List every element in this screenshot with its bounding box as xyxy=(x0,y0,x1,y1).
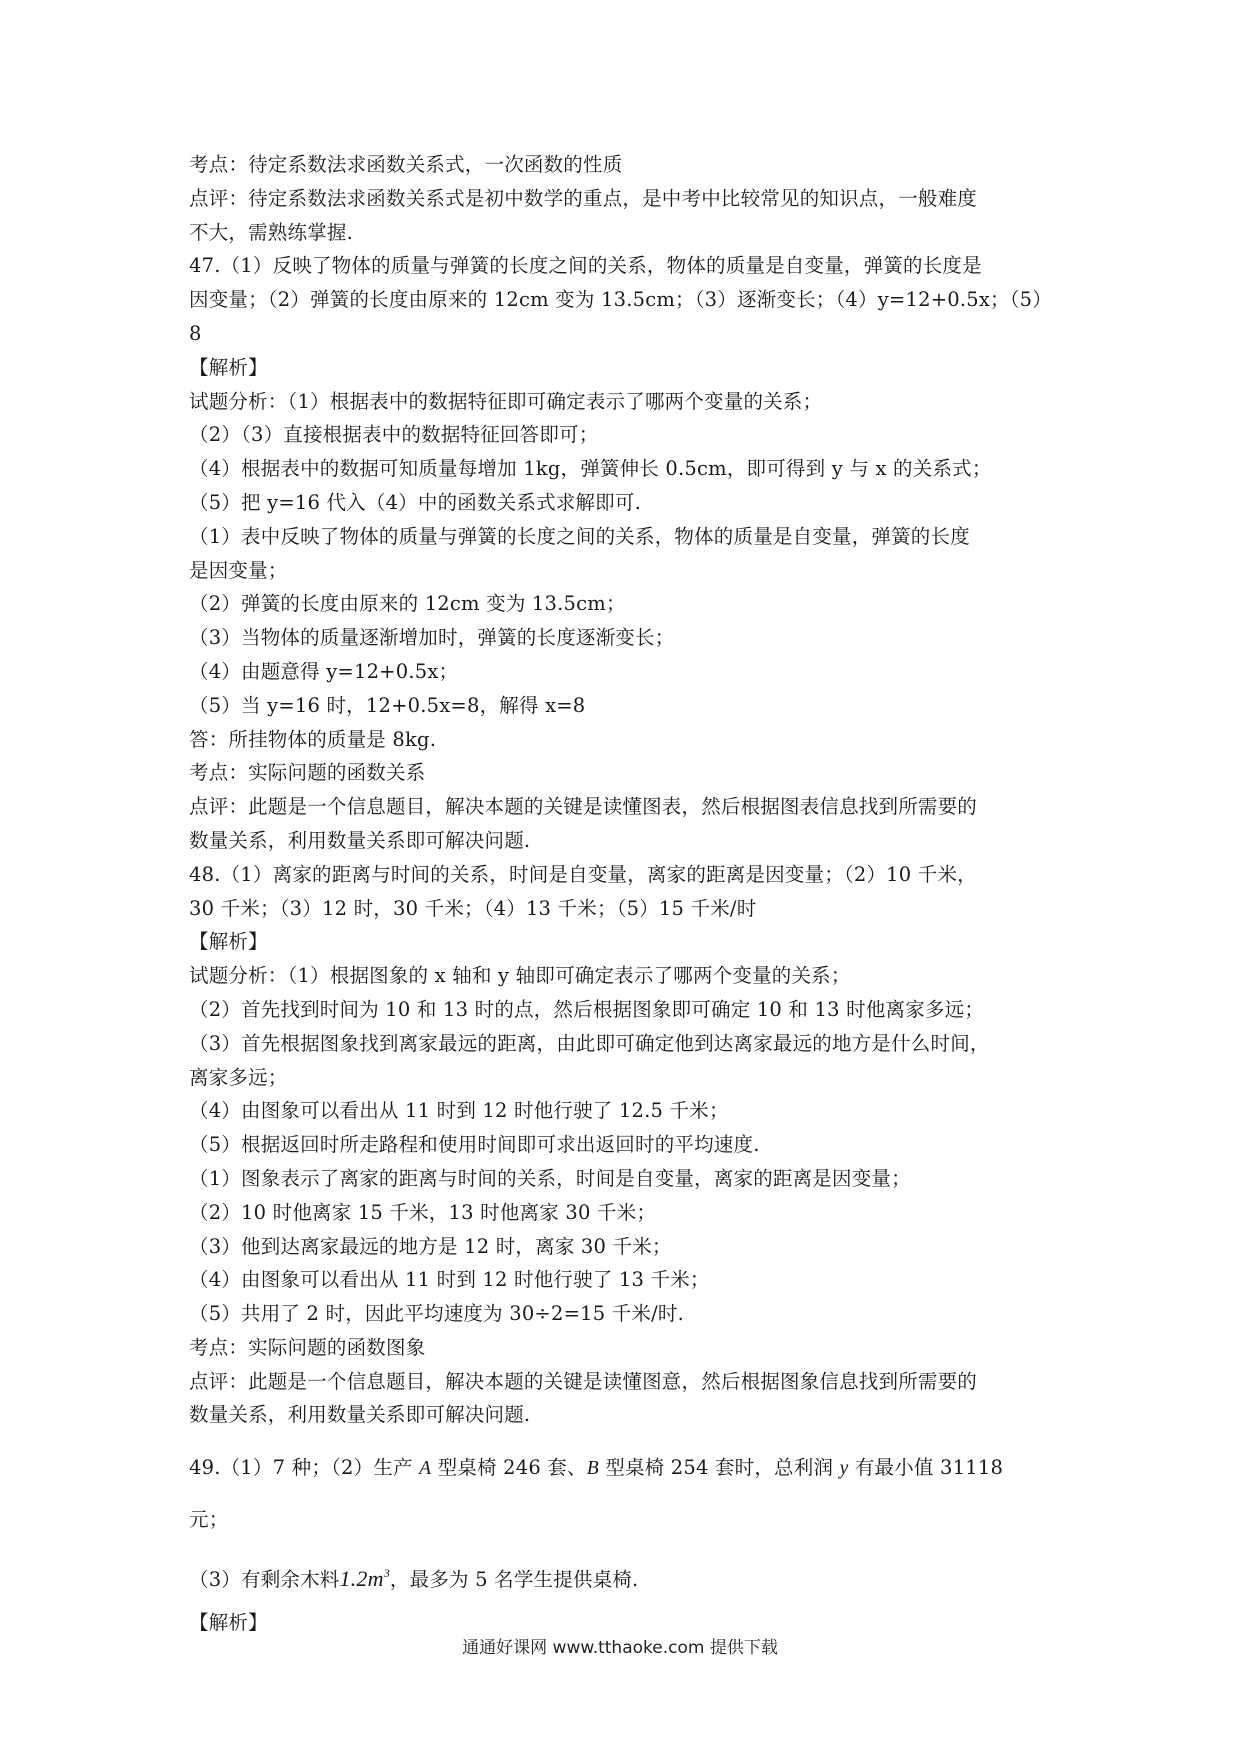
text-line: （1）表中反映了物体的质量与弹簧的长度之间的关系，物体的质量是自变量，弹簧的长度 xyxy=(189,524,970,548)
text-line: 【解析】 xyxy=(189,355,268,379)
text-line: （1）图象表示了离家的距离与时间的关系，时间是自变量，离家的距离是因变量； xyxy=(189,1166,911,1190)
text-line: 考点：实际问题的函数关系 xyxy=(189,761,426,785)
text-line: （4）根据表中的数据可知质量每增加 1kg，弹簧伸长 0.5cm，即可得到 y 与 x 的关系式； xyxy=(189,457,992,481)
text-line: 48.（1）离家的距离与时间的关系，时间是自变量，离家的距离是因变量；（2）10 千米， xyxy=(189,862,977,886)
text-line: 因变量；（2）弹簧的长度由原来的 12cm 变为 13.5cm；（3）逐渐变长；（4）y=12+0.5x；（5） xyxy=(189,288,1052,312)
text-line: 答：所挂物体的质量是 8kg. xyxy=(189,727,437,751)
text-line: 试题分析：（1）根据图象的 x 轴和 y 轴即可确定表示了哪两个变量的关系； xyxy=(189,964,851,988)
text-line: 点评：此题是一个信息题目，解决本题的关键是读懂图意，然后根据图象信息找到所需要的 xyxy=(189,1369,978,1393)
text-line: 离家多远； xyxy=(189,1065,288,1089)
text-line: 8 xyxy=(189,321,202,345)
text-line: 点评：此题是一个信息题目，解决本题的关键是读懂图表，然后根据图表信息找到所需要的 xyxy=(189,795,978,819)
text-line: （4）由图象可以看出从 11 时到 12 时他行驶了 13 千米； xyxy=(189,1268,710,1292)
text-line: （5）当 y=16 时，12+0.5x=8，解得 x=8 xyxy=(189,693,586,717)
text-line: 试题分析：（1）根据表中的数据特征即可确定表示了哪两个变量的关系； xyxy=(189,389,823,413)
text-line: （5）根据返回时所走路程和使用时间即可求出返回时的平均速度. xyxy=(189,1133,760,1157)
variable-y: y xyxy=(839,1458,849,1480)
text-fragment: 型桌椅 246 套、 xyxy=(431,1456,587,1480)
text-line: 30 千米；（3）12 时，30 千米；（4）13 千米；（5）15 千米/时 xyxy=(189,896,757,920)
text-line: 不大，需熟练掌握. xyxy=(189,220,353,244)
text-line: （3）他到达离家最远的地方是 12 时，离家 30 千米； xyxy=(189,1234,672,1258)
text-fragment: 有最小值 31118 xyxy=(848,1456,1004,1480)
text-fragment: 49.（1）7 种；（2）生产 xyxy=(189,1456,420,1480)
math-unit: m xyxy=(367,1566,384,1592)
math-volume xyxy=(340,1566,390,1591)
variable-a: A xyxy=(419,1458,432,1480)
text-line: 点评：待定系数法求函数关系式是初中数学的重点，是中考中比较常见的知识点，一般难度 xyxy=(189,186,978,210)
text-line: （4）由图象可以看出从 11 时到 12 时他行驶了 12.5 千米； xyxy=(189,1099,729,1123)
variable-b: B xyxy=(586,1458,599,1480)
text-line: （2）10 时他离家 15 千米，13 时他离家 30 千米； xyxy=(189,1200,657,1224)
solution-text xyxy=(189,148,1069,1432)
text-line: （3）当物体的质量逐渐增加时，弹簧的长度逐渐变长； xyxy=(189,626,675,650)
text-line: （5）把 y=16 代入（4）中的函数关系式求解即可. xyxy=(189,490,641,514)
text-line: （2）弹簧的长度由原来的 12cm 变为 13.5cm； xyxy=(189,592,626,616)
text-line: 是因变量； xyxy=(189,558,288,582)
page-footer: 通通好课网 www.tthaoke.com 提供下载 xyxy=(462,1638,778,1658)
text-line: 47.（1）反映了物体的质量与弹簧的长度之间的关系，物体的质量是自变量，弹簧的长度是 xyxy=(189,254,982,278)
text-fragment: ，最多为 5 名学生提供桌椅. xyxy=(389,1568,639,1592)
text-fragment: （3）有剩余木料 xyxy=(189,1568,340,1592)
document-body xyxy=(189,148,1069,1646)
answer-49-line-3 xyxy=(189,1546,1069,1600)
text-line: （4）由题意得 y=12+0.5x； xyxy=(189,659,459,683)
math-exponent: 3 xyxy=(383,1566,390,1581)
text-line: 考点：实际问题的函数图象 xyxy=(189,1335,426,1359)
text-line: 数量关系，利用数量关系即可解决问题. xyxy=(189,1403,531,1427)
answer-49-line-1 xyxy=(189,1442,1069,1494)
answer-49-line-2: 元； xyxy=(189,1508,229,1532)
text-line: （5）共用了 2 时，因此平均速度为 30÷2=15 千米/时. xyxy=(189,1302,684,1326)
text-line: （2）首先找到时间为 10 和 13 时的点，然后根据图象即可确定 10 和 13 时他离家多远； xyxy=(189,997,985,1021)
text-fragment: 型桌椅 254 套时，总利润 xyxy=(598,1456,840,1480)
text-line: 【解析】 xyxy=(189,930,268,954)
text-line: 数量关系，利用数量关系即可解决问题. xyxy=(189,828,531,852)
math-number: 1.2 xyxy=(339,1566,368,1592)
analysis-heading: 【解析】 xyxy=(189,1611,268,1635)
text-line: （2）（3）直接根据表中的数据特征回答即可； xyxy=(189,423,599,447)
text-line: 考点：待定系数法求函数关系式，一次函数的性质 xyxy=(189,153,623,176)
text-line: （3）首先根据图象找到离家最远的距离，由此即可确定他到达离家最远的地方是什么时间， xyxy=(189,1031,990,1055)
